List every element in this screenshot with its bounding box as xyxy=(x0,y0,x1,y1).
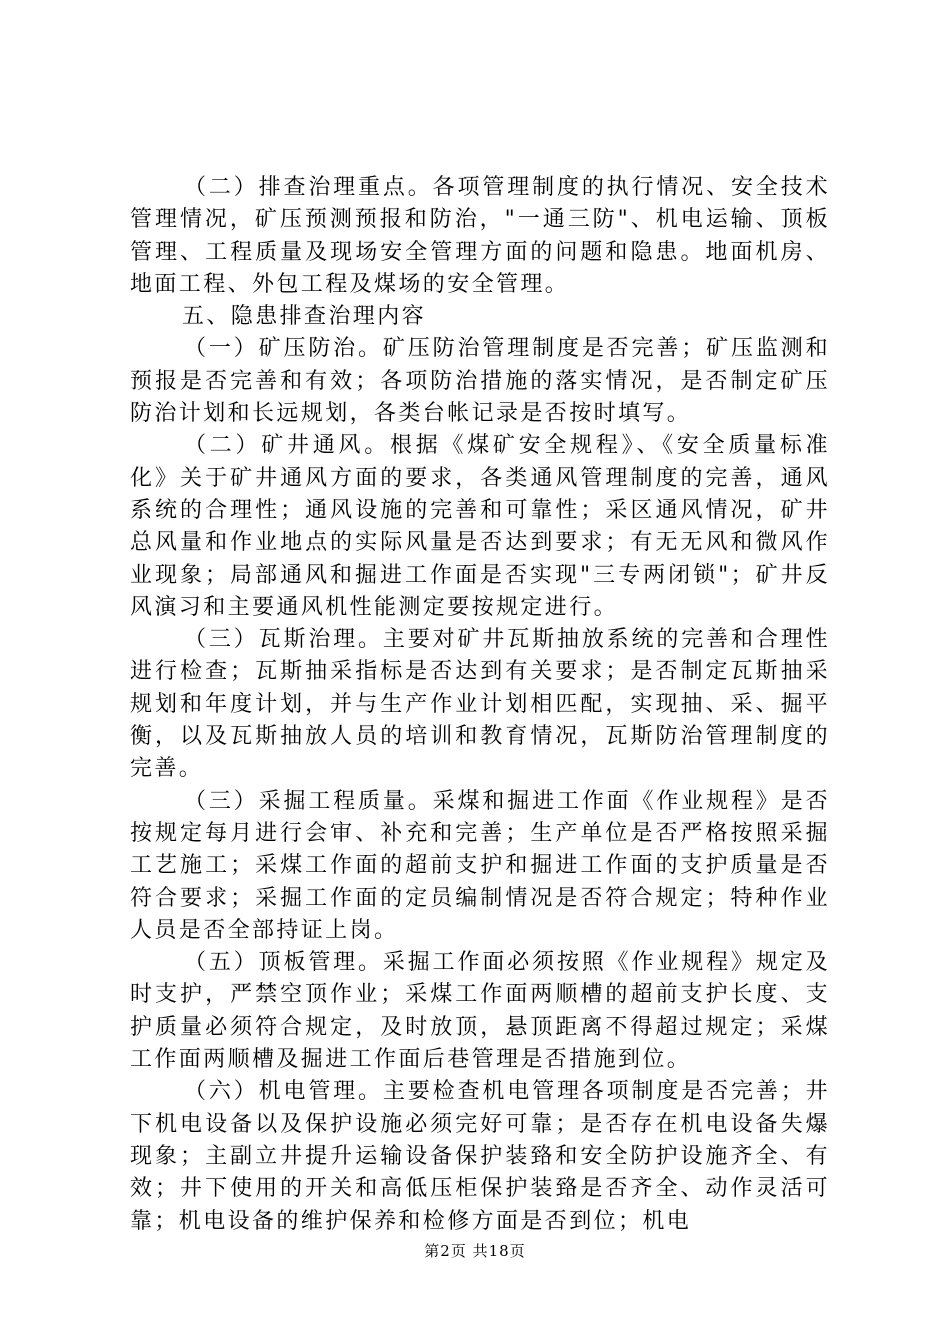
page-number-footer: 第2页 共18页 xyxy=(424,1242,526,1260)
paragraph-mining-quality: （三）采掘工程质量。采煤和掘进工作面《作业规程》是否按规定每月进行会审、补充和完善；生产单位是否严格按照采掘工艺施工；采煤工作面的超前支护和掘进工作面的支护质量是否符合要求；采掘工作面的定员编制情况是否符合规定；特种作业人员是否全部持证上岗。 xyxy=(130,788,830,943)
paragraph-mine-pressure: （一）矿压防治。矿压防治管理制度是否完善；矿压监测和预报是否完善和有效；各项防治措施的落实情况，是否制定矿压防治计划和长远规划，各类台帐记录是否按时填写。 xyxy=(130,336,830,427)
paragraph-roof-management: （五）顶板管理。采掘工作面必须按照《作业规程》规定及时支护，严禁空顶作业；采煤工作面两顺槽的超前支护长度、支护质量必须符合规定，及时放顶，悬顶距离不得超过规定；采煤工作面两顺槽及掘进工作面后巷管理是否措施到位。 xyxy=(130,950,830,1073)
section-heading-five: 五、隐患排查治理内容 xyxy=(182,304,427,330)
document-body xyxy=(130,172,830,1238)
paragraph-gas-control: （三）瓦斯治理。主要对矿井瓦斯抽放系统的完善和合理性进行检查；瓦斯抽采指标是否达到有关要求；是否制定瓦斯抽采规划和年度计划，并与生产作业计划相匹配，实现抽、采、掘平衡，以及瓦斯抽放人员的培训和教育情况，瓦斯防治管理制度的完善。 xyxy=(130,627,830,782)
paragraph-key-points: （二）排查治理重点。各项管理制度的执行情况、安全技术管理情况，矿压预测预报和防治，"一通三防"、机电运输、顶板管理、工程质量及现场安全管理方面的问题和隐患。地面机房、地面工程、外包工程及煤场的安全管理。 xyxy=(130,175,830,297)
paragraph-ventilation: （二）矿井通风。根据《煤矿安全规程》、《安全质量标准化》关于矿井通风方面的要求，各类通风管理制度的完善，通风系统的合理性；通风设施的完善和可靠性；采区通风情况，矿井总风量和作业地点的实际风量是否达到要求；有无无风和微风作业现象；局部通风和掘进工作面是否实现"三专两闭锁"；矿井反风演习和主要通风机性能测定要按规定进行。 xyxy=(130,433,830,620)
paragraph-electromechanical: （六）机电管理。主要检查机电管理各项制度是否完善；井下机电设备以及保护设施必须完好可靠；是否存在机电设备失爆现象；主副立井提升运输设备保护装臵和安全防护设施齐全、有效；井下使用的开关和高低压柜保护装臵是否齐全、动作灵活可靠；机电设备的维护保养和检修方面是否到位；机电 xyxy=(130,1079,830,1234)
